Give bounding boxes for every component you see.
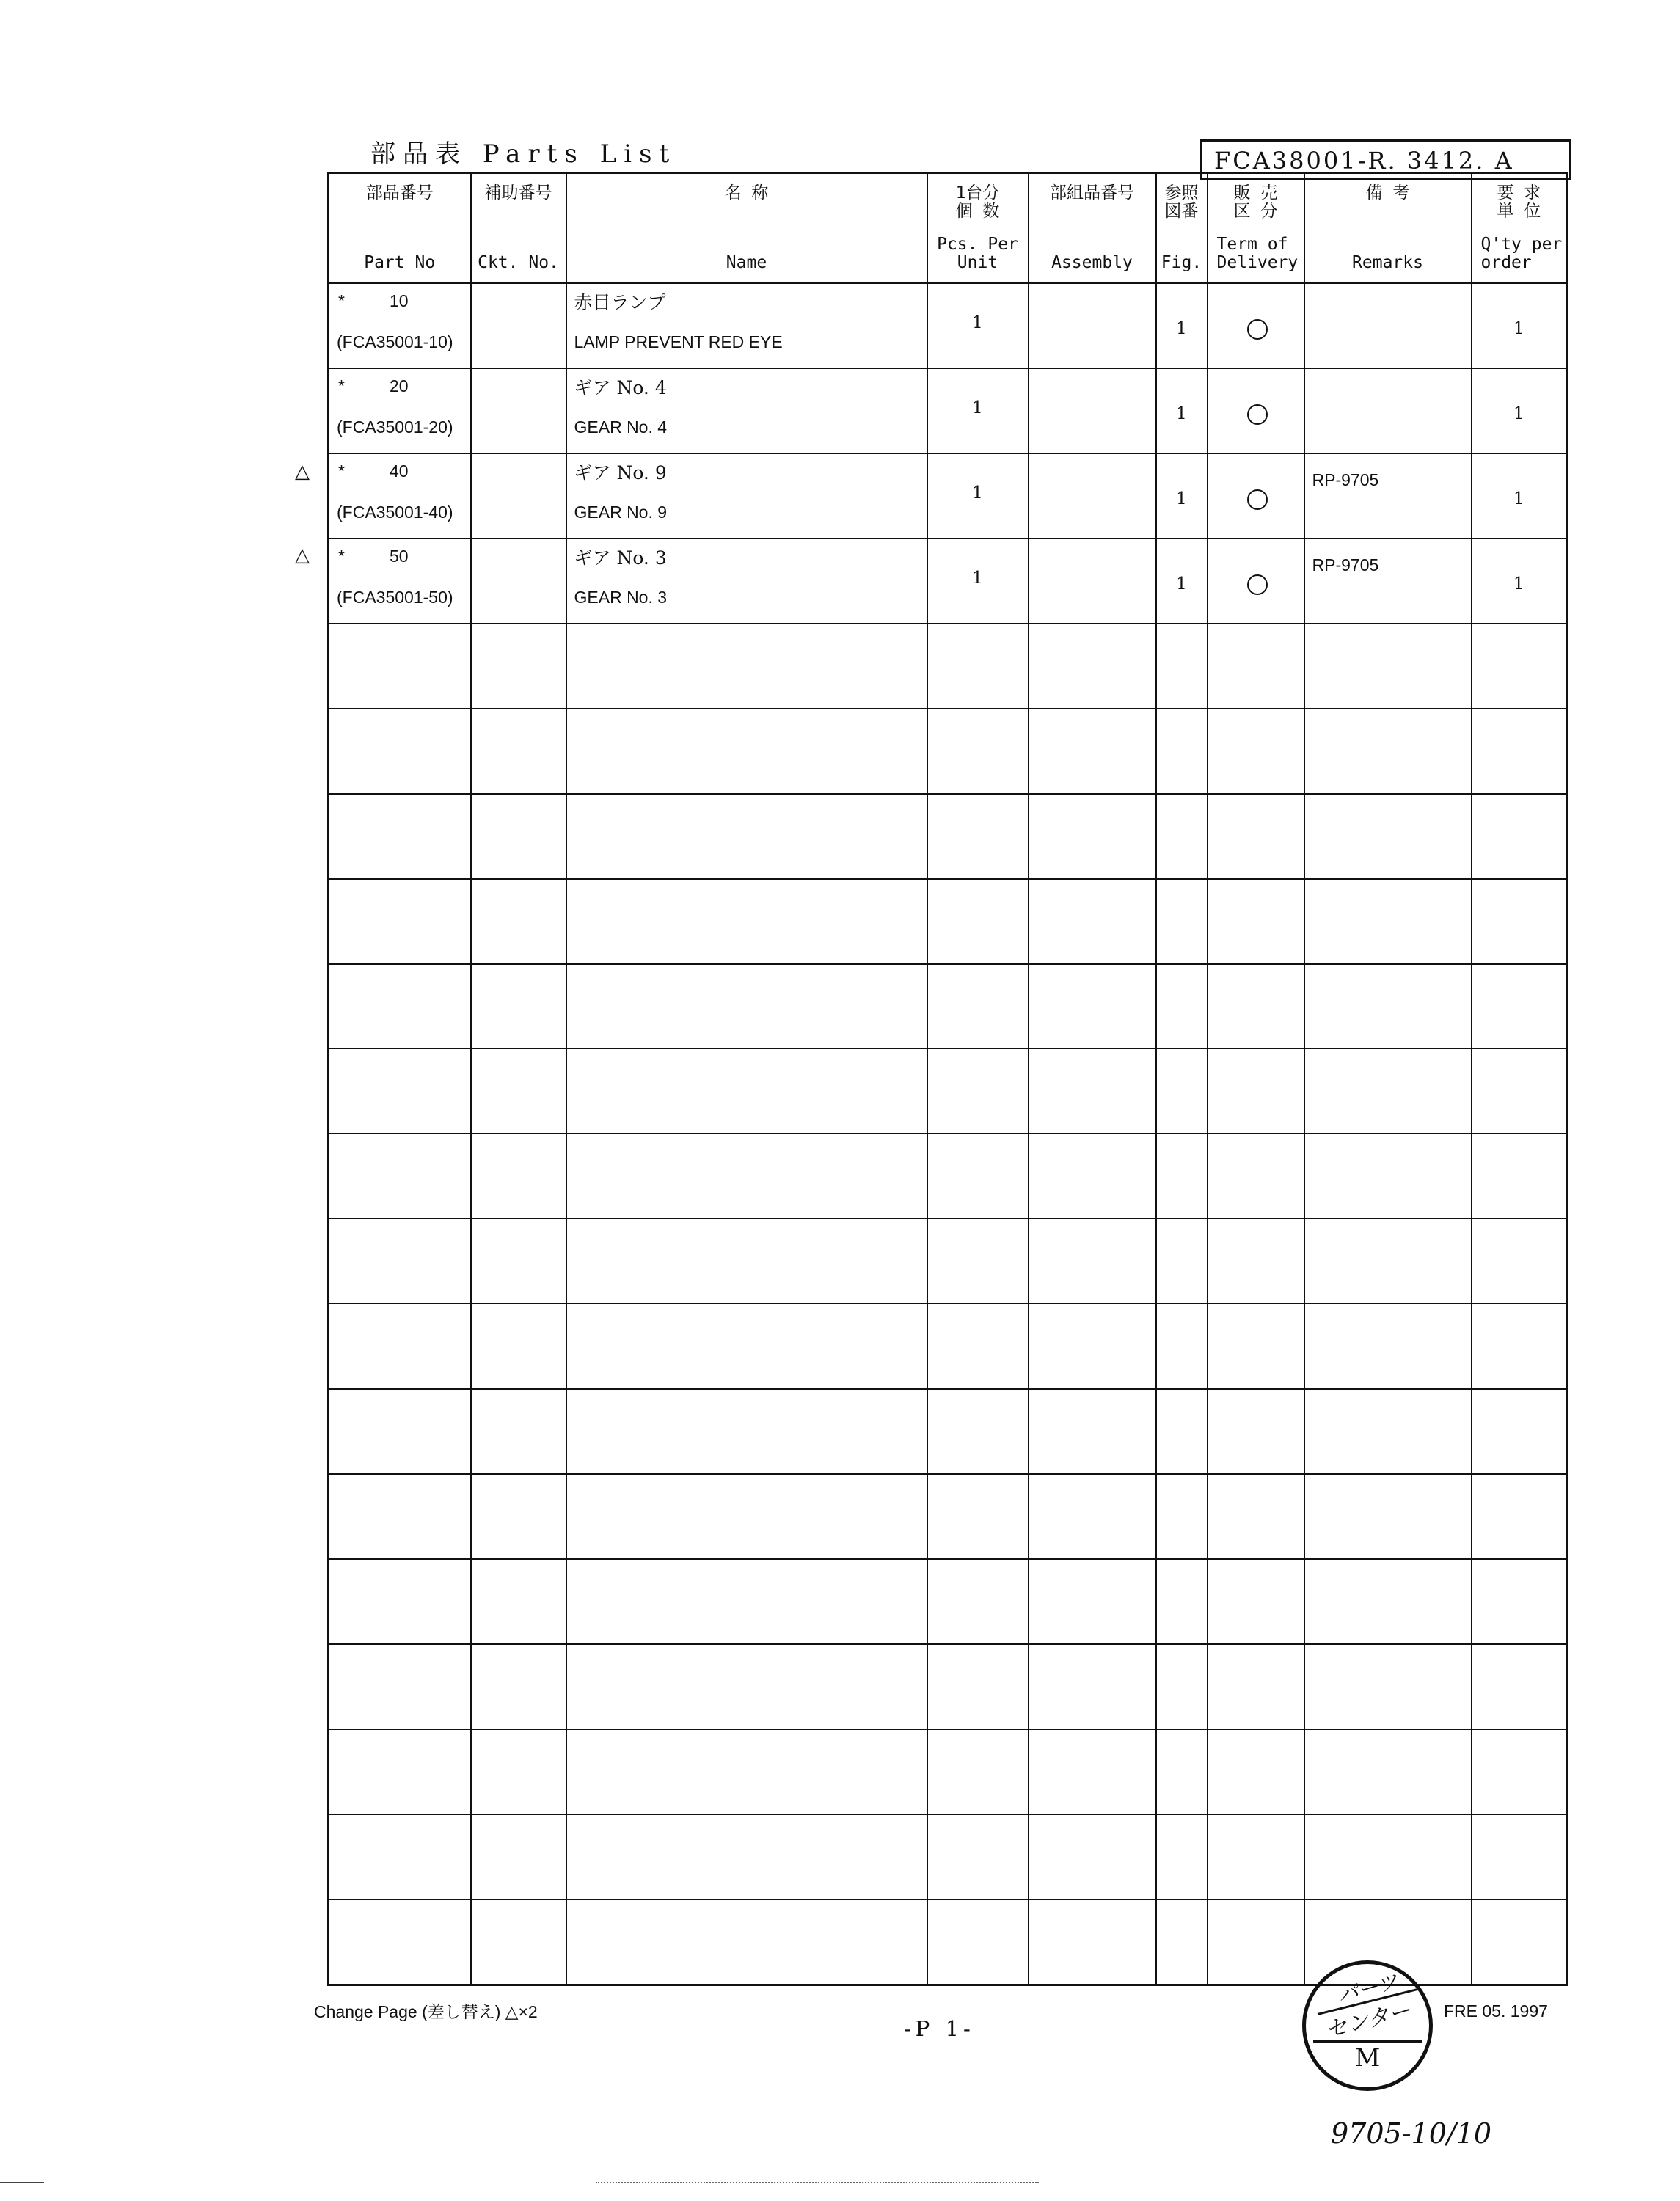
qty-per-order-cell <box>1472 1729 1567 1814</box>
assembly-cell <box>1029 1729 1156 1814</box>
scan-artifact-mark <box>0 2182 44 2183</box>
table-row <box>329 1304 1567 1389</box>
pcs-per-unit-cell <box>927 453 1029 539</box>
part-name-jp: ギア No. 3 <box>574 547 667 569</box>
assembly-cell <box>1029 1219 1156 1304</box>
ckt-no-cell <box>471 1474 566 1559</box>
pcs-per-unit-cell <box>927 709 1029 794</box>
document-id: FCA38001-R. 3412. A <box>1200 139 1571 180</box>
table-row <box>329 539 1567 624</box>
qty-per-order-cell <box>1472 539 1567 624</box>
qty-per-order: 1 <box>1513 404 1524 423</box>
fig-cell <box>1156 1134 1208 1219</box>
remarks-cell <box>1304 1474 1472 1559</box>
header-part-no: 部品番号 Part No <box>329 173 471 284</box>
remarks-cell <box>1304 283 1472 368</box>
change-page-note: Change Page (差し替え) △×2 <box>314 2002 538 2021</box>
ckt-no-cell <box>471 794 566 879</box>
pcs-per-unit-cell <box>927 1474 1029 1559</box>
pcs-per-unit-cell <box>927 624 1029 709</box>
delivery-cell <box>1208 794 1304 879</box>
qty-per-order-cell <box>1472 879 1567 964</box>
part-mark: * <box>338 546 345 566</box>
assembly-cell <box>1029 283 1156 368</box>
ckt-no-cell <box>471 539 566 624</box>
name-cell <box>566 1814 927 1899</box>
page-number: -P 1- <box>904 2016 975 2041</box>
ckt-no-cell <box>471 1644 566 1729</box>
part-no-cell <box>329 964 471 1049</box>
pcs-per-unit-cell <box>927 1644 1029 1729</box>
stamp-line-2: センター <box>1322 1998 1414 2044</box>
part-no-cell <box>329 1899 471 1985</box>
part-no-cell <box>329 539 471 624</box>
qty-per-order-cell <box>1472 283 1567 368</box>
delivery-cell <box>1208 879 1304 964</box>
name-cell <box>566 453 927 539</box>
fig-cell <box>1156 368 1208 453</box>
header-name: 名 称 Name <box>566 173 927 284</box>
pcs-per-unit: 1 <box>972 568 983 588</box>
parts-center-stamp <box>1302 1960 1433 2091</box>
part-no-cell <box>329 1474 471 1559</box>
part-number: 10 <box>390 291 409 310</box>
part-no-cell <box>329 879 471 964</box>
fig-cell <box>1156 1814 1208 1899</box>
part-name-en: GEAR No. 3 <box>574 587 668 607</box>
qty-per-order-cell <box>1472 1814 1567 1899</box>
pcs-per-unit-cell <box>927 1048 1029 1134</box>
delivery-cell <box>1208 1729 1304 1814</box>
part-name-en: GEAR No. 9 <box>574 502 668 522</box>
part-no-cell <box>329 1729 471 1814</box>
remarks-cell <box>1304 794 1472 879</box>
assembly-cell <box>1029 1048 1156 1134</box>
header-row <box>329 173 1567 284</box>
part-no-cell <box>329 368 471 453</box>
ckt-no-cell <box>471 1899 566 1985</box>
fig-cell <box>1156 1729 1208 1814</box>
delivery-circle-icon <box>1247 319 1268 340</box>
pcs-per-unit-cell <box>927 368 1029 453</box>
assembly-cell <box>1029 794 1156 879</box>
ckt-no-cell <box>471 879 566 964</box>
pcs-per-unit-cell <box>927 1389 1029 1474</box>
remarks-cell <box>1304 453 1472 539</box>
table-row <box>329 794 1567 879</box>
qty-per-order-cell <box>1472 1134 1567 1219</box>
part-code: (FCA35001-10) <box>337 332 453 351</box>
fig-number: 1 <box>1176 489 1187 508</box>
assembly-cell <box>1029 1389 1156 1474</box>
fig-number: 1 <box>1176 319 1187 338</box>
ckt-no-cell <box>471 453 566 539</box>
name-cell <box>566 1304 927 1389</box>
ckt-no-cell <box>471 964 566 1049</box>
table-row <box>329 964 1567 1049</box>
table-row <box>329 1389 1567 1474</box>
assembly-cell <box>1029 453 1156 539</box>
table-row <box>329 1134 1567 1219</box>
fig-cell <box>1156 1644 1208 1729</box>
fig-cell <box>1156 1559 1208 1644</box>
fig-cell <box>1156 1219 1208 1304</box>
fig-cell <box>1156 709 1208 794</box>
header-fig: 参照 図番 Fig. <box>1156 173 1208 284</box>
footer-date: FRE 05. 1997 <box>1444 2001 1548 2021</box>
delivery-cell <box>1208 283 1304 368</box>
qty-per-order-cell <box>1472 1559 1567 1644</box>
ckt-no-cell <box>471 1814 566 1899</box>
part-no-cell <box>329 1559 471 1644</box>
remarks-cell <box>1304 539 1472 624</box>
delivery-circle-icon <box>1247 574 1268 595</box>
delivery-cell <box>1208 539 1304 624</box>
table-row <box>329 453 1567 539</box>
delivery-cell <box>1208 709 1304 794</box>
fig-number: 1 <box>1176 404 1187 423</box>
delivery-cell <box>1208 964 1304 1049</box>
part-no-cell <box>329 1134 471 1219</box>
table-row <box>329 283 1567 368</box>
remarks: RP-9705 <box>1312 555 1379 574</box>
ckt-no-cell <box>471 1219 566 1304</box>
qty-per-order-cell <box>1472 453 1567 539</box>
fig-cell <box>1156 539 1208 624</box>
assembly-cell <box>1029 1304 1156 1389</box>
delivery-circle-icon <box>1247 404 1268 425</box>
remarks-cell <box>1304 624 1472 709</box>
qty-per-order: 1 <box>1513 489 1524 508</box>
pcs-per-unit-cell <box>927 794 1029 879</box>
part-no-cell <box>329 624 471 709</box>
part-no-cell <box>329 1389 471 1474</box>
fig-cell <box>1156 879 1208 964</box>
pcs-per-unit: 1 <box>972 483 983 503</box>
qty-per-order-cell <box>1472 624 1567 709</box>
remarks-cell <box>1304 368 1472 453</box>
name-cell <box>566 1899 927 1985</box>
name-cell <box>566 1729 927 1814</box>
qty-per-order-cell <box>1472 1219 1567 1304</box>
stamp-line-3: M <box>1354 2043 1381 2073</box>
table-row <box>329 368 1567 453</box>
ckt-no-cell <box>471 624 566 709</box>
qty-per-order: 1 <box>1513 319 1524 338</box>
pcs-per-unit-cell <box>927 1219 1029 1304</box>
ckt-no-cell <box>471 283 566 368</box>
name-cell <box>566 794 927 879</box>
fig-cell <box>1156 1899 1208 1985</box>
ckt-no-cell <box>471 709 566 794</box>
header-assembly: 部組品番号 Assembly <box>1029 173 1156 284</box>
name-cell <box>566 283 927 368</box>
ckt-no-cell <box>471 1389 566 1474</box>
part-name-en: LAMP PREVENT RED EYE <box>574 332 783 351</box>
table-row <box>329 1814 1567 1899</box>
handwritten-note: 9705-10/10 <box>1331 2117 1492 2150</box>
delivery-cell <box>1208 1219 1304 1304</box>
qty-per-order-cell <box>1472 794 1567 879</box>
table-row <box>329 1729 1567 1814</box>
fig-cell <box>1156 1048 1208 1134</box>
change-mark-row-3: △ <box>295 461 310 483</box>
assembly-cell <box>1029 709 1156 794</box>
part-name-en: GEAR No. 4 <box>574 417 668 437</box>
fig-cell <box>1156 794 1208 879</box>
pcs-per-unit-cell <box>927 879 1029 964</box>
delivery-cell <box>1208 453 1304 539</box>
pcs-per-unit-cell <box>927 283 1029 368</box>
fig-cell <box>1156 1304 1208 1389</box>
delivery-circle-icon <box>1247 489 1268 510</box>
delivery-cell <box>1208 1474 1304 1559</box>
fig-cell <box>1156 1474 1208 1559</box>
remarks-cell <box>1304 1389 1472 1474</box>
ckt-no-cell <box>471 1048 566 1134</box>
part-name-jp: 赤目ランプ <box>574 292 666 313</box>
page-title: 部品表 Parts List <box>370 139 677 169</box>
table-row <box>329 1644 1567 1729</box>
name-cell <box>566 1134 927 1219</box>
name-cell <box>566 1559 927 1644</box>
table-row <box>329 1048 1567 1134</box>
part-code: (FCA35001-20) <box>337 417 453 437</box>
ckt-no-cell <box>471 1559 566 1644</box>
assembly-cell <box>1029 1644 1156 1729</box>
part-no-cell <box>329 453 471 539</box>
remarks: RP-9705 <box>1312 470 1379 489</box>
pcs-per-unit-cell <box>927 1729 1029 1814</box>
qty-per-order: 1 <box>1513 574 1524 594</box>
pcs-per-unit-cell <box>927 1899 1029 1985</box>
ckt-no-cell <box>471 1304 566 1389</box>
name-cell <box>566 539 927 624</box>
delivery-cell <box>1208 1134 1304 1219</box>
qty-per-order-cell <box>1472 709 1567 794</box>
fig-cell <box>1156 1389 1208 1474</box>
remarks-cell <box>1304 1048 1472 1134</box>
name-cell <box>566 1474 927 1559</box>
remarks-cell <box>1304 1729 1472 1814</box>
pcs-per-unit-cell <box>927 1134 1029 1219</box>
qty-per-order-cell <box>1472 1048 1567 1134</box>
table-row <box>329 1219 1567 1304</box>
part-no-cell <box>329 1644 471 1729</box>
part-no-cell <box>329 709 471 794</box>
pcs-per-unit-cell <box>927 1304 1029 1389</box>
assembly-cell <box>1029 879 1156 964</box>
delivery-cell <box>1208 1644 1304 1729</box>
pcs-per-unit-cell <box>927 1814 1029 1899</box>
fig-cell <box>1156 624 1208 709</box>
part-name-jp: ギア No. 9 <box>574 461 667 483</box>
fig-cell <box>1156 964 1208 1049</box>
delivery-cell <box>1208 1559 1304 1644</box>
assembly-cell <box>1029 1814 1156 1899</box>
qty-per-order-cell <box>1472 1899 1567 1985</box>
remarks-cell <box>1304 709 1472 794</box>
header-remarks: 備 考 Remarks <box>1304 173 1472 284</box>
qty-per-order-cell <box>1472 964 1567 1049</box>
qty-per-order-cell <box>1472 1644 1567 1729</box>
parts-table <box>327 172 1568 1986</box>
remarks-cell <box>1304 1304 1472 1389</box>
part-no-cell <box>329 1219 471 1304</box>
name-cell <box>566 879 927 964</box>
name-cell <box>566 1389 927 1474</box>
change-mark-row-4: △ <box>295 544 310 566</box>
header-delivery: 販 売 区 分 Term of Delivery <box>1208 173 1304 284</box>
table-row <box>329 1559 1567 1644</box>
name-cell <box>566 1219 927 1304</box>
part-number: 40 <box>390 461 409 481</box>
assembly-cell <box>1029 1474 1156 1559</box>
delivery-cell <box>1208 1048 1304 1134</box>
table-row <box>329 709 1567 794</box>
ckt-no-cell <box>471 368 566 453</box>
remarks-cell <box>1304 879 1472 964</box>
name-cell <box>566 709 927 794</box>
qty-per-order-cell <box>1472 1474 1567 1559</box>
name-cell <box>566 368 927 453</box>
ckt-no-cell <box>471 1729 566 1814</box>
ckt-no-cell <box>471 1134 566 1219</box>
delivery-cell <box>1208 1389 1304 1474</box>
delivery-cell <box>1208 368 1304 453</box>
delivery-cell <box>1208 624 1304 709</box>
pcs-per-unit-cell <box>927 964 1029 1049</box>
part-code: (FCA35001-40) <box>337 502 453 522</box>
part-number: 50 <box>390 546 409 566</box>
fig-cell <box>1156 283 1208 368</box>
part-name-jp: ギア No. 4 <box>574 376 667 398</box>
assembly-cell <box>1029 624 1156 709</box>
name-cell <box>566 964 927 1049</box>
remarks-cell <box>1304 1644 1472 1729</box>
pcs-per-unit-cell <box>927 539 1029 624</box>
assembly-cell <box>1029 539 1156 624</box>
table-row <box>329 879 1567 964</box>
part-mark: * <box>338 461 345 481</box>
header-ckt-no: 補助番号 Ckt. No. <box>471 173 566 284</box>
fig-number: 1 <box>1176 574 1187 594</box>
assembly-cell <box>1029 1134 1156 1219</box>
remarks-cell <box>1304 964 1472 1049</box>
part-no-cell <box>329 283 471 368</box>
delivery-cell <box>1208 1304 1304 1389</box>
header-pcs-per-unit: 1台分 個 数 Pcs. Per Unit <box>927 173 1029 284</box>
name-cell <box>566 1048 927 1134</box>
qty-per-order-cell <box>1472 1389 1567 1474</box>
part-mark: * <box>338 376 345 395</box>
delivery-cell <box>1208 1899 1304 1985</box>
qty-per-order-cell <box>1472 1304 1567 1389</box>
remarks-cell <box>1304 1814 1472 1899</box>
name-cell <box>566 1644 927 1729</box>
part-code: (FCA35001-50) <box>337 587 453 607</box>
fig-cell <box>1156 453 1208 539</box>
pcs-per-unit: 1 <box>972 398 983 417</box>
remarks-cell <box>1304 1559 1472 1644</box>
assembly-cell <box>1029 964 1156 1049</box>
table-row <box>329 624 1567 709</box>
part-no-cell <box>329 1814 471 1899</box>
part-mark: * <box>338 291 345 310</box>
delivery-cell <box>1208 1814 1304 1899</box>
remarks-cell <box>1304 1219 1472 1304</box>
header-qty-per-order: 要 求 単 位 Q'ty per order <box>1472 173 1567 284</box>
part-no-cell <box>329 1048 471 1134</box>
part-number: 20 <box>390 376 409 395</box>
assembly-cell <box>1029 1559 1156 1644</box>
stamp-line-1: パーツ <box>1335 1969 1400 2008</box>
part-no-cell <box>329 794 471 879</box>
pcs-per-unit: 1 <box>972 313 983 332</box>
table-row <box>329 1474 1567 1559</box>
scan-artifact-line <box>596 2182 1039 2183</box>
name-cell <box>566 624 927 709</box>
assembly-cell <box>1029 1899 1156 1985</box>
qty-per-order-cell <box>1472 368 1567 453</box>
remarks-cell <box>1304 1134 1472 1219</box>
part-no-cell <box>329 1304 471 1389</box>
pcs-per-unit-cell <box>927 1559 1029 1644</box>
assembly-cell <box>1029 368 1156 453</box>
